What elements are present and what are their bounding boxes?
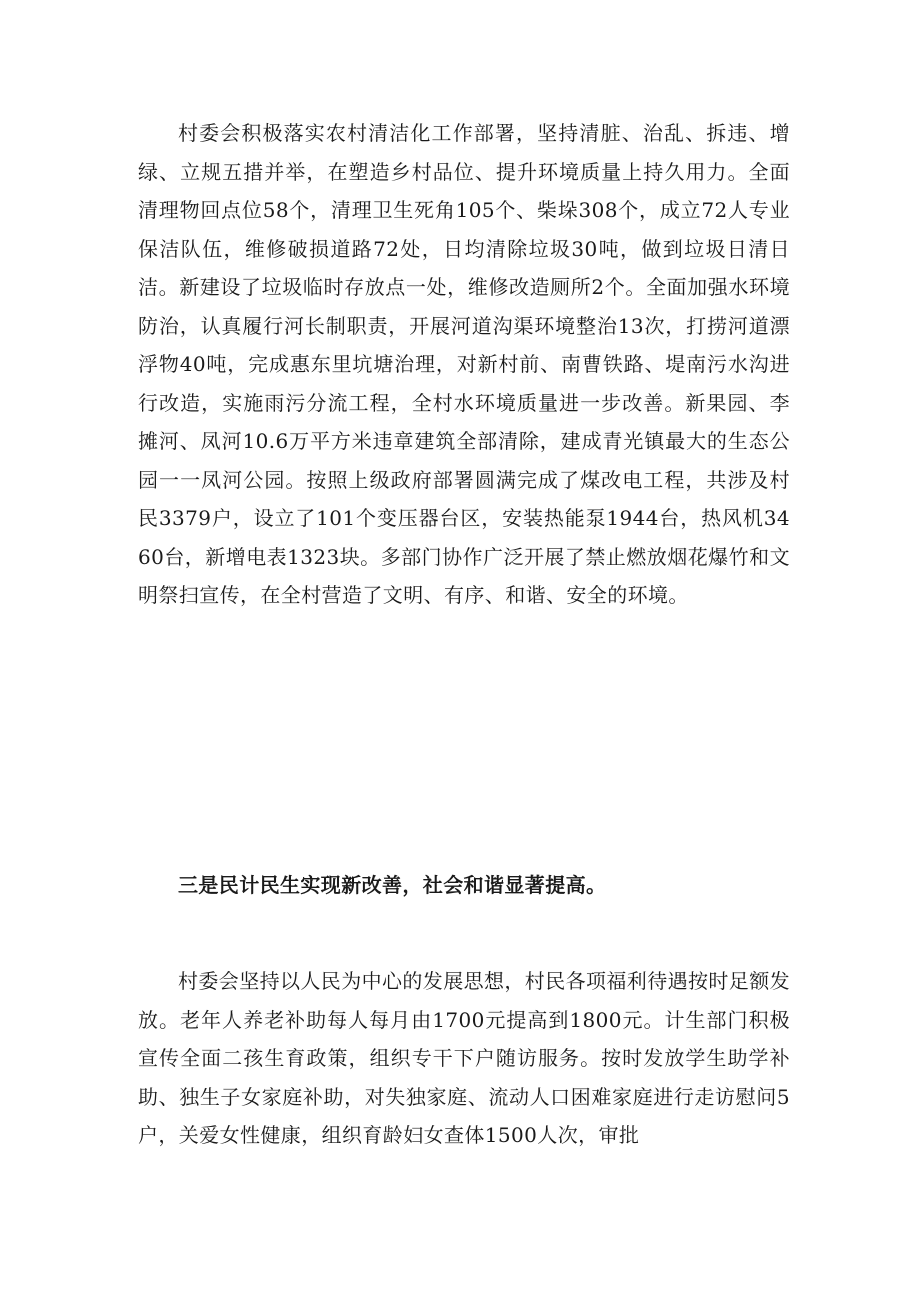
section-heading: 三是民计民生实现新改善，社会和谐显著提高。 xyxy=(178,873,607,897)
paragraph-livelihood: 村委会坚持以人民为中心的发展思想，村民各项福利待遇按时足额发放。老年人养老补助每人每月由1700元提高到1800元。计生部门积极宣传全面二孩生育政策，组织专干下户随访服务。按时发放学生助学补助、独生子女家庭补助，对失独家庭、流动人口困难家庭进行走访慰问5户，关爱女性健康，组织育龄妇女查体1500人次，审批 xyxy=(138,969,790,1147)
paragraph-environment: 村委会积极落实农村清洁化工作部署，坚持清脏、治乱、拆违、增绿、立规五措并举，在塑造乡村品位、提升环境质量上持久用力。全面清理物回点位58个，清理卫生死角105个、柴垛308个，成立72人专业保洁队伍，维修破损道路72处，日均清除垃圾30吨，做到垃圾日清日洁。新建设了垃圾临时存放点一处，维修改造厕所2个。全面加强水环境防治，认真履行河长制职责，开展河道沟渠环境整治13次，打捞河道漂浮物40吨，完成惠东里坑塘治理，对新村前、南曹铁路、堤南污水沟进行改造，实施雨污分流工程，全村水环境质量进一步改善。新果园、李摊河、凤河10.6万平方米违章建筑全部清除，建成青光镇最大的生态公园一一凤河公园。按照上级政府部署圆满完成了煤改电工程，共涉及村民3379户，设立了101个变压器台区，安装热能泵1944台，热风机3460台，新增电表1323块。多部门协作广泛开展了禁止燃放烟花爆竹和文明祭扫宣传，在全村营造了文明、有序、和谐、安全的环境。 xyxy=(138,121,790,607)
